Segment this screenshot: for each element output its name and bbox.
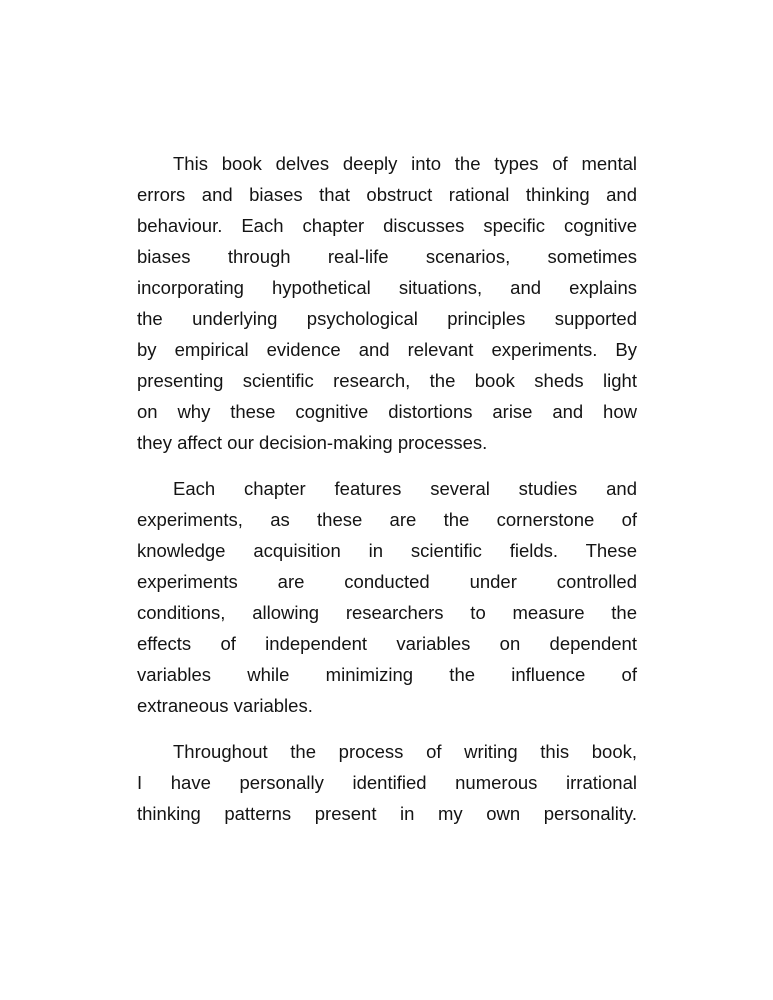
text-line: experiments, as these are the cornerstone of: [137, 509, 637, 530]
text-line: presenting scientific research, the book sheds light: [137, 370, 637, 391]
text-line: knowledge acquisition in scientific fields. These: [137, 540, 637, 561]
text-line: experiments are conducted under controlled: [137, 571, 637, 592]
text-line: effects of independent variables on dependent: [137, 633, 637, 654]
text-line: This book delves deeply into the types of mental: [173, 153, 637, 174]
text-line: conditions, allowing researchers to measure the: [137, 602, 637, 623]
text-line: errors and biases that obstruct rational thinking and: [137, 184, 637, 205]
text-line: biases through real-life scenarios, sometimes: [137, 246, 637, 267]
text-line: by empirical evidence and relevant experiments. By: [137, 339, 637, 360]
text-line: behaviour. Each chapter discusses specific cognitive: [137, 215, 637, 236]
text-line: thinking patterns present in my own personality.: [137, 803, 637, 824]
text-line: Each chapter features several studies and: [173, 478, 637, 499]
paragraph: [137, 148, 637, 458]
paragraph: [137, 736, 637, 829]
document-page: [137, 148, 637, 844]
text-line: I have personally identified numerous irrational: [137, 772, 637, 793]
text-line: variables while minimizing the influence of: [137, 664, 637, 685]
text-line: incorporating hypothetical situations, and explains: [137, 277, 637, 298]
text-line: on why these cognitive distortions arise and how: [137, 401, 637, 422]
text-line: Throughout the process of writing this book,: [173, 741, 637, 762]
paragraph: [137, 473, 637, 721]
text-line: the underlying psychological principles supported: [137, 308, 637, 329]
text-line: they affect our decision-making processes.: [137, 432, 488, 453]
text-line: extraneous variables.: [137, 695, 313, 716]
